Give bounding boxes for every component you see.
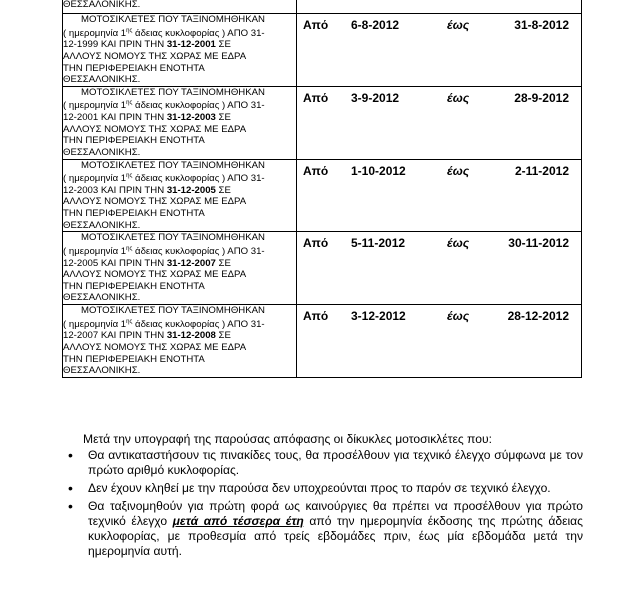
start-date: 1-10-2012 <box>351 163 406 178</box>
description-line: ( ημερομηνία $1^{\eta\varsigma}$ άδειας κυκλοφορίας ) ΑΠΟ 31- <box>63 100 265 112</box>
instructions <box>68 432 583 559</box>
description-line: ( ημερομηνία $1^{\eta\varsigma}$ άδειας κυκλοφορίας ) ΑΠΟ 31- <box>63 173 265 185</box>
row-description <box>63 0 297 14</box>
to-label: έως <box>447 18 470 32</box>
description-line: 12-2001 ΚΑΙ ΠΡΙΝ ΤΗΝ 31-12-2003 ΣΕ <box>63 112 231 124</box>
description-tail: ΘΕΣΣΑΛΟΝΙΚΗΣ. <box>63 0 141 10</box>
table-row <box>63 86 582 159</box>
description-line: ΤΗΝ ΠΕΡΙΦΕΡΕΙΑΚΗ ΕΝΟΤΗΤΑ <box>63 353 205 365</box>
description-line: ΑΛΛΟΥΣ ΝΟΜΟΥΣ ΤΗΣ ΧΩΡΑΣ ΜΕ ΕΔΡΑ <box>63 123 247 135</box>
to-label: έως <box>447 236 470 251</box>
row-dates <box>297 0 582 14</box>
description-line: ΑΛΛΟΥΣ ΝΟΜΟΥΣ ΤΗΣ ΧΩΡΑΣ ΜΕ ΕΔΡΑ <box>63 269 247 281</box>
description-line: ΘΕΣΣΑΛΟΝΙΚΗΣ. <box>63 74 141 86</box>
description-line: ΑΛΛΟΥΣ ΝΟΜΟΥΣ ΤΗΣ ΧΩΡΑΣ ΜΕ ΕΔΡΑ <box>63 341 247 353</box>
list-item <box>68 499 583 559</box>
table-row <box>63 0 582 14</box>
description-line: ΤΗΝ ΠΕΡΙΦΕΡΕΙΑΚΗ ΕΝΟΤΗΤΑ <box>63 280 205 292</box>
bullet-text: Δεν έχουν κληθεί με την παρούσα δεν υποχρεούνται προς το παρόν σε τεχνικό έλεγχο. <box>88 481 551 495</box>
description-line: ΘΕΣΣΑΛΟΝΙΚΗΣ. <box>63 365 141 377</box>
table-row <box>63 159 582 232</box>
row-description <box>63 159 297 232</box>
start-date: 3-12-2012 <box>351 309 406 323</box>
emphasis-text: μετά από τέσσερα έτη <box>172 514 304 528</box>
description-line: 12-2007 ΚΑΙ ΠΡΙΝ ΤΗΝ 31-12-2008 ΣΕ <box>63 330 231 342</box>
row-description <box>63 305 297 378</box>
description-line: ΜΟΤΟΣΙΚΛΕΤΕΣ ΠΟΥ ΤΑΞΙΝΟΜΗΘΗΚΑΝ <box>81 14 265 25</box>
description-line: ΑΛΛΟΥΣ ΝΟΜΟΥΣ ΤΗΣ ΧΩΡΑΣ ΜΕ ΕΔΡΑ <box>63 50 247 62</box>
intro-text: Μετά την υπογραφή της παρούσας απόφασης οι δίκυκλες μοτοσικλέτες που: <box>83 432 492 446</box>
description-line: ΤΗΝ ΠΕΡΙΦΕΡΕΙΑΚΗ ΕΝΟΤΗΤΑ <box>63 208 205 220</box>
description-line: 12-2003 ΚΑΙ ΠΡΙΝ ΤΗΝ 31-12-2005 ΣΕ <box>63 184 231 196</box>
bullet-text: Θα ταξινομηθούν για πρώτη φορά ως καινούργιες θα πρέπει να προσέλθουν για πρώτο τεχνικό έλεγχο μετά από τέσσερα έτη από την ημερομηνία έκδοσης της πρώτης άδειας κυκλοφορίας, με προθεσμία από τρείς εβδομάδες πριν, έως μία εβδομάδα μετά την ημερομηνία αυτή. <box>88 499 583 558</box>
description-line: ΤΗΝ ΠΕΡΙΦΕΡΕΙΑΚΗ ΕΝΟΤΗΤΑ <box>63 62 205 74</box>
end-date: 2-11-2012 <box>514 163 569 178</box>
bullet-icon: • <box>68 447 73 463</box>
row-dates <box>297 14 582 87</box>
row-dates <box>297 305 582 378</box>
from-label: Από <box>303 236 329 251</box>
description-line: ΘΕΣΣΑΛΟΝΙΚΗΣ. <box>63 146 141 158</box>
bullet-icon: • <box>68 498 73 514</box>
bullet-icon: • <box>68 480 73 496</box>
description-line: ΜΟΤΟΣΙΚΛΕΤΕΣ ΠΟΥ ΤΑΞΙΝΟΜΗΘΗΚΑΝ <box>81 159 265 171</box>
row-description <box>63 14 297 87</box>
row-description <box>63 232 297 305</box>
row-description <box>63 86 297 159</box>
description-line: ( ημερομηνία $1^{\eta\varsigma}$ άδειας κυκλοφορίας ) ΑΠΟ 31- <box>63 245 265 258</box>
start-date: 3-9-2012 <box>351 90 400 105</box>
end-date: 31-8-2012 <box>514 18 569 32</box>
description-line: ΜΟΤΟΣΙΚΛΕΤΕΣ ΠΟΥ ΤΑΞΙΝΟΜΗΘΗΚΑΝ <box>81 232 265 244</box>
end-date: 28-9-2012 <box>514 90 569 105</box>
row-dates <box>297 159 582 232</box>
table-row <box>63 232 582 305</box>
description-line: 12-2005 ΚΑΙ ΠΡΙΝ ΤΗΝ 31-12-2007 ΣΕ <box>63 257 231 269</box>
to-label: έως <box>447 309 470 323</box>
description-line: ΘΕΣΣΑΛΟΝΙΚΗΣ. <box>63 292 141 304</box>
description-line: 12-1999 ΚΑΙ ΠΡΙΝ ΤΗΝ 31-12-2001 ΣΕ <box>63 39 231 51</box>
description-line: ΤΗΝ ΠΕΡΙΦΕΡΕΙΑΚΗ ΕΝΟΤΗΤΑ <box>63 135 205 147</box>
from-label: Από <box>303 309 329 323</box>
list-item <box>68 481 583 496</box>
start-date: 6-8-2012 <box>351 18 400 32</box>
from-label: Από <box>303 18 329 32</box>
row-dates <box>297 232 582 305</box>
list-item <box>68 448 583 478</box>
from-label: Από <box>303 163 329 178</box>
end-date: 28-12-2012 <box>507 309 569 323</box>
end-date: 30-11-2012 <box>508 236 569 251</box>
table-row <box>63 305 582 378</box>
to-label: έως <box>447 90 470 105</box>
table-row <box>63 14 582 87</box>
description-line: ΜΟΤΟΣΙΚΛΕΤΕΣ ΠΟΥ ΤΑΞΙΝΟΜΗΘΗΚΑΝ <box>81 305 265 316</box>
description-line: ( ημερομηνία $1^{\eta\varsigma}$ άδειας κυκλοφορίας ) ΑΠΟ 31- <box>63 318 265 330</box>
bullet-text: Θα αντικαταστήσουν τις πινακίδες τους, θα προσέλθουν για τεχνικό έλεγχο σύμφωνα με τον πρώτο αριθμό κυκλοφορίας. <box>88 448 583 477</box>
description-line: ΘΕΣΣΑΛΟΝΙΚΗΣ. <box>63 219 141 231</box>
start-date: 5-11-2012 <box>351 236 406 251</box>
description-line: ΑΛΛΟΥΣ ΝΟΜΟΥΣ ΤΗΣ ΧΩΡΑΣ ΜΕ ΕΔΡΑ <box>63 196 247 208</box>
description-line: ΜΟΤΟΣΙΚΛΕΤΕΣ ΠΟΥ ΤΑΞΙΝΟΜΗΘΗΚΑΝ <box>81 86 265 98</box>
bullet-list <box>68 448 583 559</box>
from-label: Από <box>303 90 329 105</box>
to-label: έως <box>447 163 470 178</box>
schedule-table <box>62 0 582 378</box>
description-line: ( ημερομηνία $1^{\eta\varsigma}$ άδειας κυκλοφορίας ) ΑΠΟ 31- <box>63 27 265 39</box>
row-dates <box>297 86 582 159</box>
